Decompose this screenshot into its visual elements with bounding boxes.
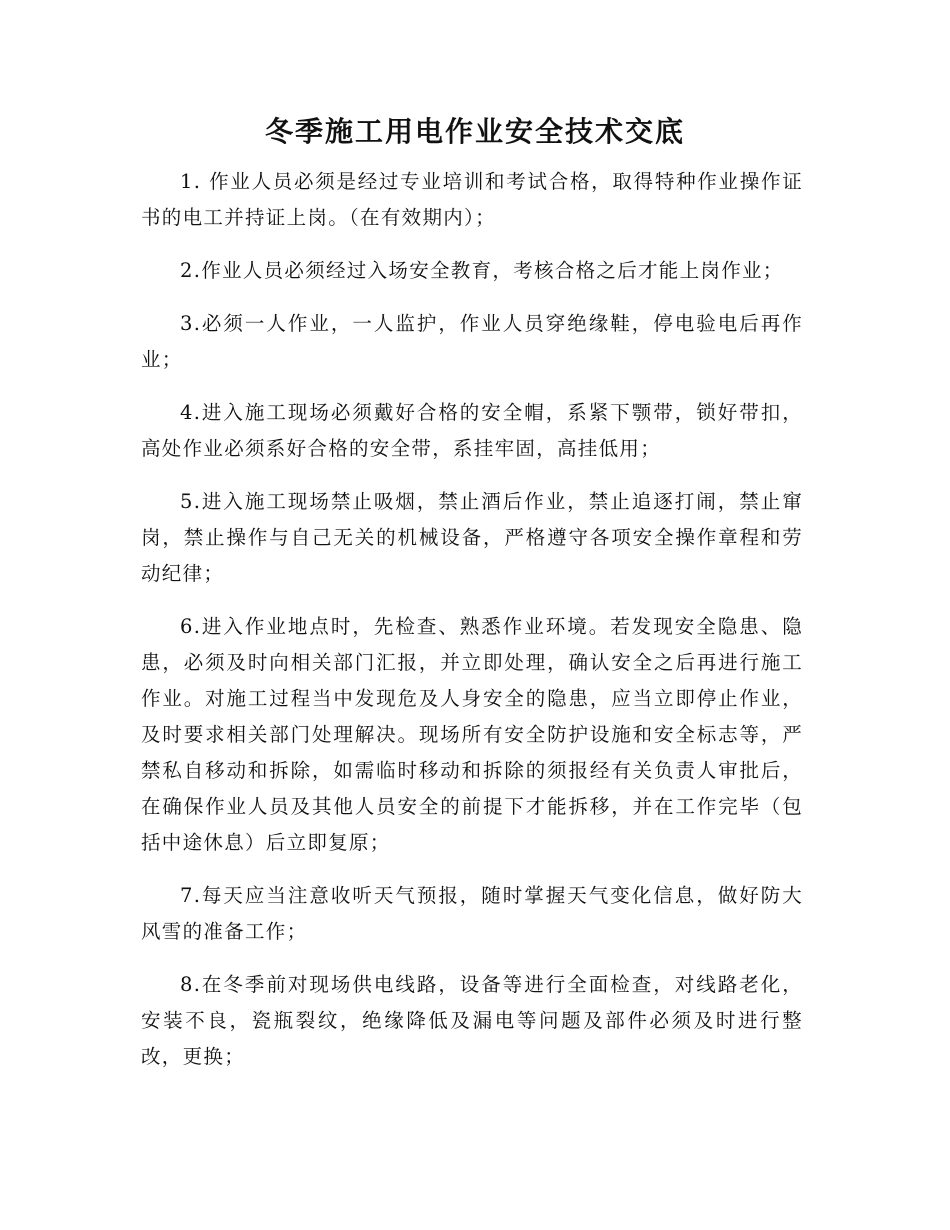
document-body: [141, 164, 803, 1092]
paragraph-4: 4.进入施工现场必须戴好合格的安全帽，系紧下颚带，锁好带扣，高处作业必须系好合格的安全带，系挂牢固，高挂低用；: [141, 401, 803, 460]
paragraph-2: 2.作业人员必须经过入场安全教育，考核合格之后才能上岗作业；: [180, 259, 784, 282]
paragraph-7: 7.每天应当注意收听天气预报，随时掌握天气变化信息，做好防大风雪的准备工作；: [141, 884, 803, 943]
paragraph-3: 3.必须一人作业，一人监护，作业人员穿绝缘鞋，停电验电后再作业；: [141, 312, 803, 371]
paragraph-8: 8.在冬季前对现场供电线路，设备等进行全面检查，对线路老化，安装不良，瓷瓶裂纹，绝缘降低及漏电等问题及部件必须及时进行整改，更换；: [141, 973, 803, 1068]
paragraph-1: 1. 作业人员必须是经过专业培训和考试合格，取得特种作业操作证书的电工并持证上岗。（在有效期内）；: [141, 170, 803, 229]
paragraph-6: 6.进入作业地点时，先检查、熟悉作业环境。若发现安全隐患、隐患，必须及时向相关部门汇报，并立即处理，确认安全之后再进行施工作业。对施工过程当中发现危及人身安全的隐患，应当立即停止作业，及时要求相关部门处理解决。现场所有安全防护设施和安全标志等，严禁私自移动和拆除，如需临时移动和拆除的须报经有关负责人审批后，在确保作业人员及其他人员安全的前提下才能拆移，并在工作完毕（包括中途休息）后立即复原；: [141, 615, 803, 854]
paragraph-5: 5.进入施工现场禁止吸烟，禁止酒后作业，禁止追逐打闹，禁止窜岗，禁止操作与自己无关的机械设备，严格遵守各项安全操作章程和劳动纪律；: [141, 490, 803, 585]
document-title: 冬季施工用电作业安全技术交底: [264, 115, 685, 148]
